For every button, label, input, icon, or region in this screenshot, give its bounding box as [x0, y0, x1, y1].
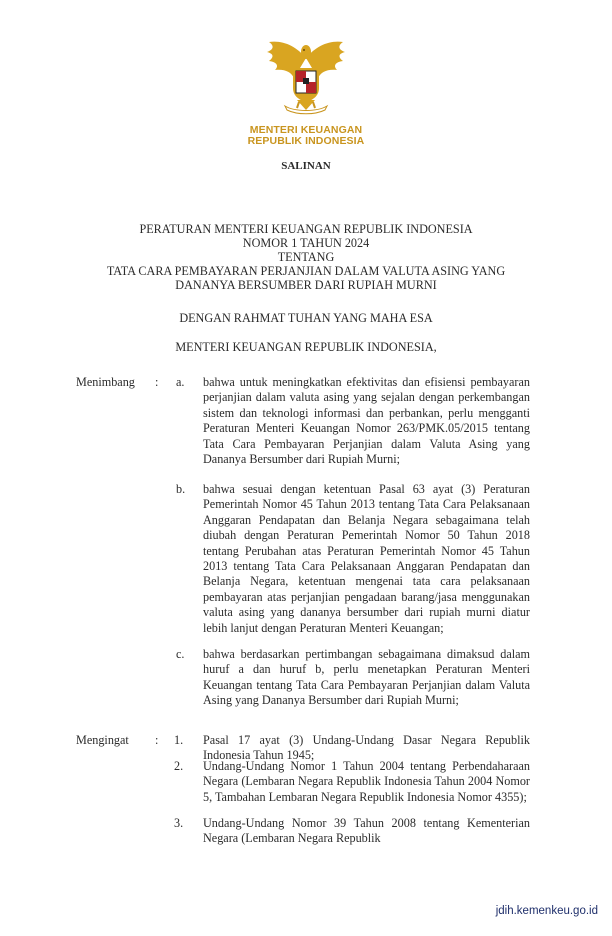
menimbang-label: Menimbang — [76, 375, 135, 389]
menimbang-item-a: bahwa untuk meningkatkan efektivitas dan efisiensi pembayaran perjanjian dalam valuta asing yang sejalan dengan perkembangan sistem dan teknologi informasi dan perbankan, perlu mengganti Peraturan Menteri Keuangan Nomor 263/PMK.05/2015 tentang Tata Cara Pembayaran Perjanjian dalam Valuta Asing yang Dananya Bersumber dari Rupiah Murni; — [203, 375, 530, 467]
garuda-emblem-icon — [261, 36, 351, 116]
regulation-about: TENTANG — [277, 250, 335, 264]
mengingat-marker-3: 3. — [174, 816, 184, 830]
ministry-name-line1: MENTERI KEUANGAN — [249, 124, 363, 136]
mengingat-marker-1: 1. — [174, 733, 184, 747]
menimbang-item-b: bahwa sesuai dengan ketentuan Pasal 63 ayat (3) Peraturan Pemerintah Nomor 45 Tahun 2013 tentang Tata Cara Pelaksanaan Anggaran Pendapatan dan Belanja Negara sebagaimana telah diubah dengan Peraturan Pemerintah Nomor 50 Tahun 2018 tentang Perubahan atas Peraturan Pemerintah Nomor 45 Tahun 2013 tentang Tata Cara Pelaksanaan Anggaran Pendapatan dan Belanja Negara, ketentuan mengenai tata cara pelaksanaan pembayaran atas perjanjian pengadaan barang/jasa menggunakan valuta asing yang dananya bersumber dari rupiah murni diatur lebih lanjut dengan Peraturan Menteri Keuangan; — [203, 482, 530, 635]
ministry-name-line2: REPUBLIK INDONESIA — [247, 135, 365, 147]
menimbang-colon: : — [155, 375, 159, 389]
mengingat-item-3: Undang-Undang Nomor 39 Tahun 2008 tentang Kementerian Negara (Lembaran Negara Republik — [203, 816, 530, 846]
blessing-line: DENGAN RAHMAT TUHAN YANG MAHA ESA — [179, 311, 433, 325]
copy-stamp: SALINAN — [281, 160, 331, 172]
regulation-number: NOMOR 1 TAHUN 2024 — [242, 236, 370, 250]
regulation-subject-line1: TATA CARA PEMBAYARAN PERJANJIAN DALAM VALUTA ASING YANG — [106, 264, 506, 278]
menimbang-item-c: bahwa berdasarkan pertimbangan sebagaimana dimaksud dalam huruf a dan huruf b, perlu menetapkan Peraturan Menteri Keuangan tentang Tata Cara Pembayaran Perjanjian dalam Valuta Asing yang Dananya Bersumber dari Rupiah Murni; — [203, 647, 530, 708]
mengingat-item-1: Pasal 17 ayat (3) Undang-Undang Dasar Negara Republik Indonesia Tahun 1945; — [203, 733, 530, 763]
issuer-line: MENTERI KEUANGAN REPUBLIK INDONESIA, — [175, 340, 437, 354]
regulation-title: PERATURAN MENTERI KEUANGAN REPUBLIK INDONESIA — [139, 222, 473, 236]
menimbang-marker-a: a. — [176, 375, 185, 389]
menimbang-marker-c: c. — [176, 647, 185, 661]
regulation-subject-line2: DANANYA BERSUMBER DARI RUPIAH MURNI — [175, 278, 437, 292]
mengingat-label: Mengingat — [76, 733, 129, 747]
mengingat-marker-2: 2. — [174, 759, 184, 773]
menimbang-marker-b: b. — [176, 482, 186, 496]
mengingat-colon: : — [155, 733, 159, 747]
mengingat-item-2: Undang-Undang Nomor 1 Tahun 2004 tentang Perbendaharaan Negara (Lembaran Negara Republik Indonesia Tahun 2004 Nomor 5, Tambahan Lembaran Negara Republik Indonesia Nomor 4355); — [203, 759, 530, 804]
jdih-website-link[interactable]: jdih.kemenkeu.go.id — [495, 905, 598, 917]
